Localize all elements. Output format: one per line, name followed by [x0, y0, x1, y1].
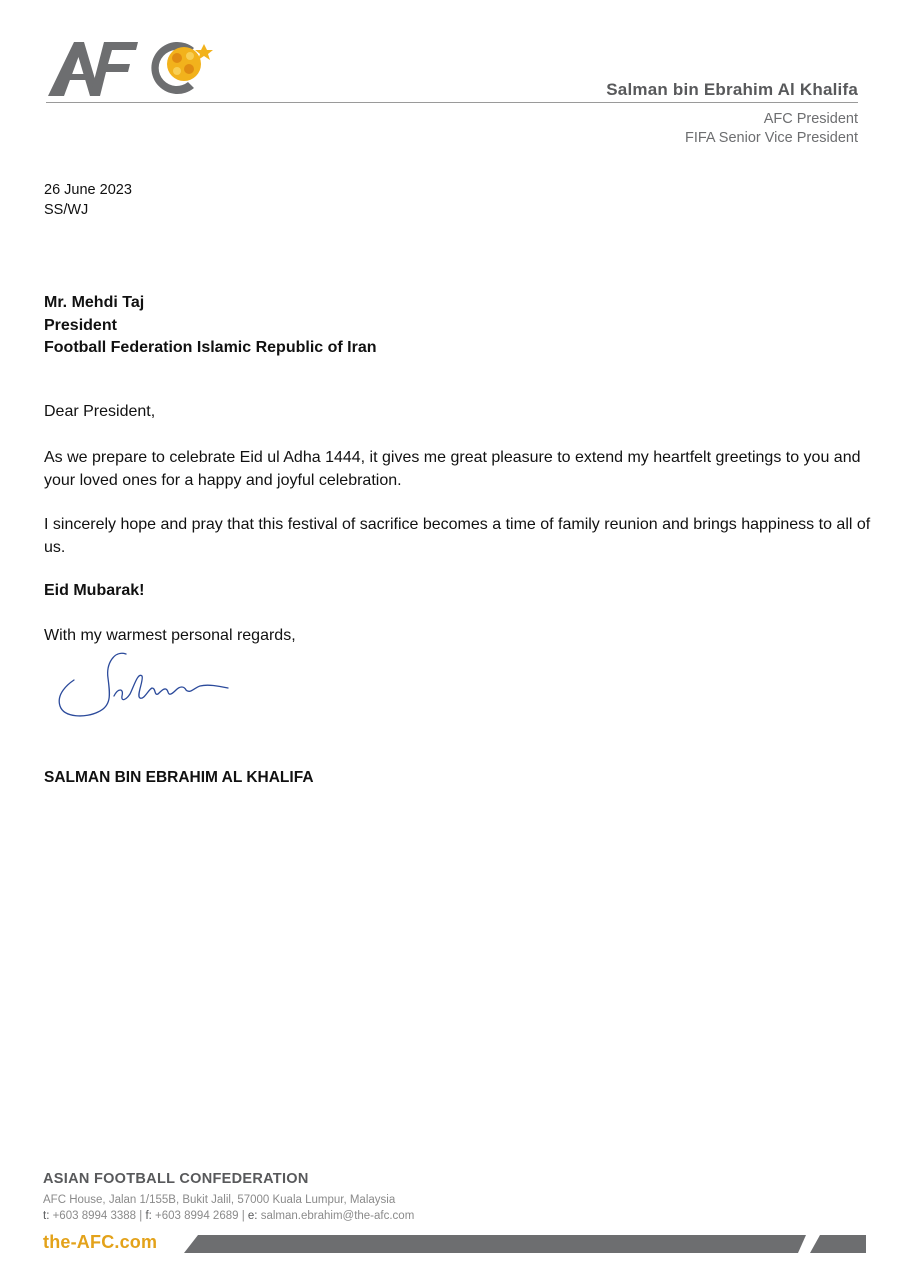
sender-name: Salman bin Ebrahim Al Khalifa: [606, 80, 858, 99]
recipient-block: [44, 292, 377, 360]
footer-organization: ASIAN FOOTBALL CONFEDERATION: [43, 1171, 309, 1187]
salutation: Dear President,: [44, 403, 156, 420]
footer-website: the-AFC.com: [43, 1232, 158, 1252]
fax-label: f:: [145, 1210, 152, 1222]
fax-value: +603 8994 2689: [155, 1210, 239, 1222]
signer-name: SALMAN BIN EBRAHIM AL KHALIFA: [44, 769, 314, 786]
letter-reference: SS/WJ: [44, 202, 89, 218]
email-label: e:: [247, 1210, 258, 1222]
footer-contact: t: +603 8994 3388 | f: +603 8994 2689 | e: salman.ebrahim@the-afc.com: [43, 1210, 415, 1222]
body-paragraph: As we prepare to celebrate Eid ul Adha 1444, it gives me great pleasure to extend my heartfelt greetings to you and your loved ones for a happy and joyful celebration.: [44, 449, 861, 489]
phone-label: t:: [43, 1210, 50, 1222]
letter-meta: [44, 180, 132, 220]
recipient-organization: Football Federation Islamic Republic of Iran: [44, 339, 377, 356]
sender-role-fifa: FIFA Senior Vice President: [684, 130, 858, 146]
footer-decorative-bar: [184, 1235, 866, 1253]
closing-line: With my warmest personal regards,: [44, 627, 296, 644]
phone-value: +603 8994 3388: [52, 1210, 137, 1222]
sender-roles: [685, 110, 858, 148]
footer-address: AFC House, Jalan 1/155B, Bukit Jalil, 57000 Kuala Lumpur, Malaysia: [43, 1194, 396, 1206]
header-divider: [46, 102, 858, 103]
recipient-title: President: [44, 316, 117, 334]
letter-date: 26 June 2023: [44, 182, 132, 198]
email-value: salman.ebrahim@the-afc.com: [260, 1210, 415, 1222]
handwritten-signature: [52, 648, 242, 722]
recipient-name: Mr. Mehdi Taj: [44, 294, 145, 311]
sender-role-afc: AFC President: [763, 111, 858, 127]
afc-logo: [44, 34, 214, 100]
body-paragraph: I sincerely hope and pray that this festival of sacrifice becomes a time of family reunion and brings happiness to all of us.: [44, 516, 871, 556]
eid-greeting: Eid Mubarak!: [44, 582, 145, 599]
